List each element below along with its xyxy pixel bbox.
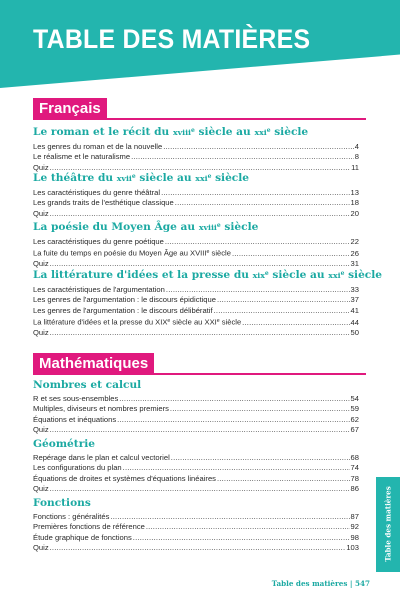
- toc-entry[interactable]: Multiples, diviseurs et nombres premiers ..... 59: [33, 404, 359, 414]
- toc-group-poesie: [33, 219, 359, 270]
- group-title: La poésie du Moyen Âge au xviii$^e$ siècle: [33, 221, 259, 233]
- toc-group-geometrie: [33, 437, 359, 495]
- toc-entry[interactable]: Quiz ..... 31: [33, 259, 359, 269]
- toc-entry[interactable]: La littérature d'idées et la presse du XIXe siècle au XXIe siècle ..... 44: [33, 316, 359, 328]
- toc-group-theatre: [33, 170, 359, 219]
- page-footer: Table des matières | 547: [271, 579, 370, 588]
- toc-entry[interactable]: R et ses sous-ensembles ..... 54: [33, 394, 359, 404]
- group-title: La littérature d'idées et la presse du xix$^e$ siècle au xxi$^e$ siècle: [33, 269, 383, 281]
- toc-entry[interactable]: Quiz ..... 20: [33, 209, 359, 219]
- toc-entry[interactable]: Les genres du roman et de la nouvelle ..... 4: [33, 142, 359, 152]
- toc-entry[interactable]: Quiz ..... 103: [33, 543, 359, 553]
- side-tab-label: Table des matières: [383, 486, 393, 562]
- toc-entry[interactable]: Quiz ..... 67: [33, 425, 359, 435]
- group-title: Le roman et le récit du xviii$^e$ siècle au xxi$^e$ siècle: [33, 126, 309, 138]
- section-title-francais: Français: [33, 98, 107, 120]
- toc-entry[interactable]: Quiz ..... 11: [33, 163, 359, 173]
- toc-entry[interactable]: Premières fonctions de référence ..... 92: [33, 522, 359, 532]
- group-title: Géométrie: [33, 438, 96, 450]
- section-rule-mathematiques: [33, 373, 366, 375]
- toc-entry[interactable]: Quiz ..... 86: [33, 484, 359, 494]
- toc-entry[interactable]: Équations de droites et systèmes d'équations linéaires ..... 78: [33, 474, 359, 484]
- page-title: TABLE DES MATIÈRES: [33, 24, 311, 54]
- group-title: Nombres et calcul: [33, 379, 142, 391]
- toc-group-nombres: [33, 378, 359, 436]
- toc-group-litterature: [33, 267, 383, 339]
- toc-entry[interactable]: Les configurations du plan ..... 74: [33, 463, 359, 473]
- toc-entry[interactable]: Les caractéristiques du genre théâtral ..... 13: [33, 188, 359, 198]
- toc-entry[interactable]: Les caractéristiques du genre poétique ..... 22: [33, 237, 359, 247]
- toc-group-roman: [33, 124, 359, 173]
- toc-entry[interactable]: Étude graphique de fonctions ..... 98: [33, 533, 359, 543]
- toc-entry[interactable]: Les genres de l'argumentation : le discours délibératif ..... 41: [33, 306, 359, 316]
- toc-group-fonctions: [33, 496, 359, 554]
- toc-entry[interactable]: Équations et inéquations ..... 62: [33, 415, 359, 425]
- group-title: Fonctions: [33, 497, 91, 509]
- toc-entry[interactable]: Fonctions : généralités ..... 87: [33, 512, 359, 522]
- toc-entry[interactable]: Quiz ..... 50: [33, 328, 359, 338]
- section-title-mathematiques: Mathématiques: [33, 353, 154, 375]
- toc-entry[interactable]: Les genres de l'argumentation : le discours épidictique ..... 37: [33, 295, 359, 305]
- toc-entry[interactable]: Les grands traits de l'esthétique classique ..... 18: [33, 198, 359, 208]
- toc-entry[interactable]: Le réalisme et le naturalisme ..... 8: [33, 152, 359, 162]
- side-tab: [376, 477, 400, 572]
- section-rule-francais: [33, 118, 366, 120]
- toc-entry[interactable]: Les caractéristiques de l'argumentation ..... 33: [33, 285, 359, 295]
- toc-entry[interactable]: Repérage dans le plan et calcul vectoriel ..... 68: [33, 453, 359, 463]
- group-title: Le théâtre du xvii$^e$ siècle au xxi$^e$ siècle: [33, 172, 250, 184]
- toc-entry[interactable]: La fuite du temps en poésie du Moyen Âge au XVIIIe siècle ..... 26: [33, 247, 359, 259]
